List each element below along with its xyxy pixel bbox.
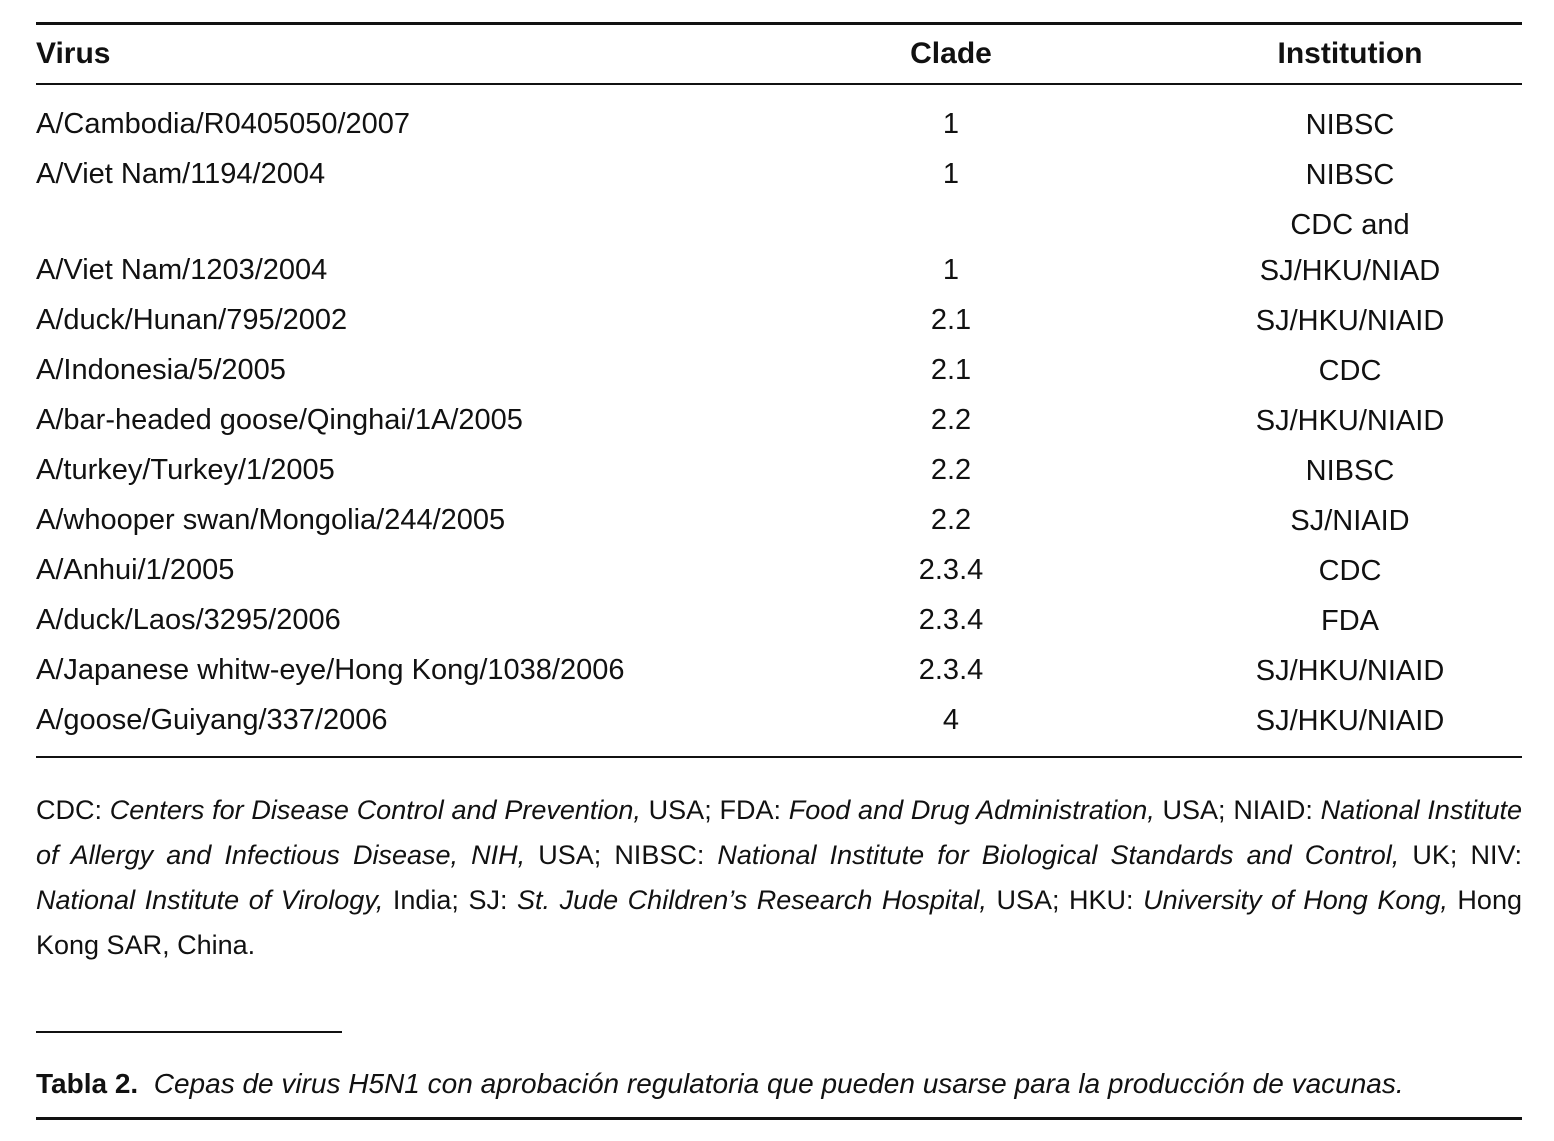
footnote-country-niv: India; (383, 885, 469, 915)
table-row (36, 344, 1522, 394)
footnote-abbr-nibsc: NIBSC: (614, 840, 718, 870)
column-header-institution: Institution (1277, 37, 1423, 70)
clade-cell: 1 (942, 254, 960, 286)
footnote-def-niv: National Institute of Virology, (36, 885, 384, 915)
virus-cell: A/Japanese whitw-eye/Hong Kong/1038/2006 (36, 654, 625, 686)
caption-separator-rule (36, 1031, 342, 1033)
column-header-virus: Virus (36, 37, 111, 70)
footnote-def-hku: University of Hong Kong, (1143, 885, 1448, 915)
table-row (36, 694, 1522, 744)
column-header-clade: Clade (910, 37, 992, 70)
institution-cell: SJ/HKU/NIAID (1255, 655, 1445, 687)
footnote-def-nibsc: National Institute for Biological Standards and Control, (717, 840, 1400, 870)
table-row (36, 644, 1522, 694)
footnote-def-fda: Food and Drug Administration, (788, 795, 1155, 825)
clade-cell: 4 (942, 704, 960, 736)
institution-line-2: SJ/HKU/NIAD (1259, 255, 1441, 287)
table-row (36, 444, 1522, 494)
clade-cell: 2.3.4 (918, 604, 984, 636)
clade-cell: 2.3.4 (918, 654, 984, 686)
table-body (36, 98, 1522, 744)
table-top-rule (36, 22, 1522, 25)
institution-cell: SJ/HKU/NIAID (1255, 405, 1445, 437)
table-caption (36, 1062, 1522, 1106)
footnote-def-sj: St. Jude Children’s Research Hospital, (517, 885, 987, 915)
institution-cell (1168, 202, 1532, 294)
clade-cell: 2.1 (930, 304, 972, 336)
virus-cell: A/whooper swan/Mongolia/244/2005 (36, 504, 506, 536)
virus-cell: A/bar-headed goose/Qinghai/1A/2005 (36, 404, 523, 436)
virus-cell: A/duck/Laos/3295/2006 (36, 604, 341, 636)
table-row (36, 148, 1522, 198)
virus-cell: A/turkey/Turkey/1/2005 (36, 454, 335, 486)
footnote-abbr-niv: NIV: (1470, 840, 1522, 870)
institution-cell: NIBSC (1305, 455, 1395, 487)
table-row (36, 494, 1522, 544)
footnote-country-cdc: USA; (640, 795, 720, 825)
caption-text: Cepas de virus H5N1 con aprobación regulatoria que pueden usarse para la producción de vacunas. (153, 1068, 1404, 1099)
footnote-abbr-hku: HKU: (1069, 885, 1144, 915)
table-row (36, 98, 1522, 148)
footnote-country-nibsc: UK; (1399, 840, 1471, 870)
footnote-abbr-sj: SJ: (468, 885, 518, 915)
institution-cell: CDC (1318, 555, 1382, 587)
clade-cell: 1 (942, 108, 960, 140)
institution-line-1: CDC and (1290, 209, 1410, 241)
institution-cell: SJ/HKU/NIAID (1255, 705, 1445, 737)
caption-label: Tabla 2. (36, 1068, 139, 1099)
footnote-country-hku: Hong Kong SAR, China. (36, 885, 1522, 960)
virus-cell: A/Cambodia/R0405050/2007 (36, 108, 411, 140)
institution-cell: SJ/NIAID (1290, 505, 1410, 537)
caption-bottom-rule (36, 1117, 1522, 1120)
footnote-country-fda: USA; (1154, 795, 1234, 825)
table-footnote (36, 788, 1522, 968)
footnote-abbr-cdc: CDC: (36, 795, 110, 825)
clade-cell: 2.3.4 (918, 554, 984, 586)
clade-cell: 2.2 (930, 504, 972, 536)
table-header-rule (36, 83, 1522, 85)
footnote-country-niaid: USA; (525, 840, 615, 870)
table-row (36, 198, 1522, 294)
institution-cell: SJ/HKU/NIAID (1255, 305, 1445, 337)
clade-cell: 2.2 (930, 454, 972, 486)
footnote-def-niaid: National Institute of Allergy and Infectious Disease, NIH, (36, 795, 1522, 870)
clade-cell: 1 (942, 158, 960, 190)
table-row (36, 294, 1522, 344)
institution-cell: NIBSC (1305, 159, 1395, 191)
table-row (36, 594, 1522, 644)
clade-cell: 2.1 (930, 354, 972, 386)
clade-cell: 2.2 (930, 404, 972, 436)
institution-cell: FDA (1321, 605, 1379, 637)
footnote-abbr-fda: FDA: (719, 795, 789, 825)
footnote-abbr-niaid: NIAID: (1233, 795, 1321, 825)
institution-cell: CDC (1318, 355, 1382, 387)
table-bottom-rule (36, 756, 1522, 758)
virus-cell: A/Indonesia/5/2005 (36, 354, 286, 386)
virus-cell: A/Viet Nam/1203/2004 (36, 254, 328, 286)
table-row (36, 544, 1522, 594)
table-row (36, 394, 1522, 444)
document-page (36, 0, 1522, 1141)
virus-cell: A/duck/Hunan/795/2002 (36, 304, 348, 336)
institution-cell: NIBSC (1305, 109, 1395, 141)
virus-cell: A/goose/Guiyang/337/2006 (36, 704, 388, 736)
virus-cell: A/Anhui/1/2005 (36, 554, 235, 586)
footnote-country-sj: USA; (986, 885, 1070, 915)
footnote-def-cdc: Centers for Disease Control and Prevention, (109, 795, 641, 825)
virus-cell: A/Viet Nam/1194/2004 (36, 158, 326, 190)
